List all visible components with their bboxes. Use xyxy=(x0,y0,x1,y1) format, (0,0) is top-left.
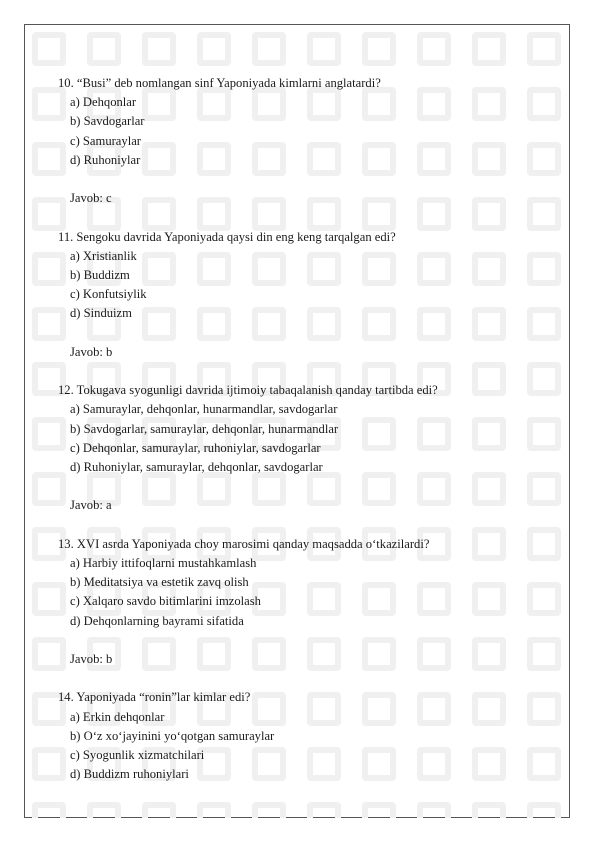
question-text: 12. Tokugava syogunligi davrida ijtimoiy tabaqalanish qanday tartibda edi? xyxy=(58,383,438,398)
option-a: a) Erkin dehqonlar xyxy=(70,709,165,724)
option-d: d) Ruhoniylar xyxy=(70,152,141,167)
answer-text: Javob: a xyxy=(70,498,112,513)
option-a: a) Samuraylar, dehqonlar, hunarmandlar, savdogarlar xyxy=(70,402,338,417)
option-b: b) Savdogarlar xyxy=(70,114,145,129)
option-c: c) Konfutsiylik xyxy=(70,287,147,302)
answer-text: Javob: c xyxy=(70,191,112,206)
option-b: b) Savdogarlar, samuraylar, dehqonlar, hunarmandlar xyxy=(70,421,339,436)
option-b: b) Meditatsiya va estetik zavq olish xyxy=(70,575,249,590)
question-text: 10. “Busi” deb nomlangan sinf Yaponiyada kimlarni anglatardi? xyxy=(58,76,381,90)
question-text: 13. XVI asrda Yaponiyada choy marosimi qanday maqsadda o‘tkazilardi? xyxy=(58,536,430,551)
option-b: b) Buddizm xyxy=(70,268,130,282)
option-d: d) Ruhoniylar, samuraylar, dehqonlar, savdogarlar xyxy=(70,460,323,474)
question-text: 14. Yaponiyada “ronin”lar kimlar edi? xyxy=(58,690,251,705)
option-c: c) Dehqonlar, samuraylar, ruhoniylar, savdogarlar xyxy=(70,440,321,455)
option-d: d) Dehqonlarning bayrami sifatida xyxy=(70,613,244,628)
answer-text: Javob: b xyxy=(70,344,113,359)
question-block-14 xyxy=(58,688,558,784)
option-d: d) Sinduizm xyxy=(70,306,132,321)
option-c: c) Xalqaro savdo bitimlarini imzolash xyxy=(70,594,261,609)
question-block-10 xyxy=(58,74,558,208)
question-block-11 xyxy=(58,228,558,362)
question-block-12 xyxy=(58,381,558,515)
question-text: 11. Sengoku davrida Yaponiyada qaysi din eng keng tarqalgan edi? xyxy=(58,229,396,244)
document-body xyxy=(58,74,558,804)
question-block-13 xyxy=(58,535,558,669)
answer-text: Javob: b xyxy=(70,651,113,666)
option-a: a) Dehqonlar xyxy=(70,95,137,110)
option-a: a) Harbiy ittifoqlarni mustahkamlash xyxy=(70,555,257,570)
option-a: a) Xristianlik xyxy=(70,248,137,263)
option-d: d) Buddizm ruhoniylari xyxy=(70,767,189,782)
option-c: c) Samuraylar xyxy=(70,133,141,148)
option-b: b) O‘z xo‘jayinini yo‘qotgan samuraylar xyxy=(70,728,275,743)
option-c: c) Syogunlik xizmatchilari xyxy=(70,747,205,762)
